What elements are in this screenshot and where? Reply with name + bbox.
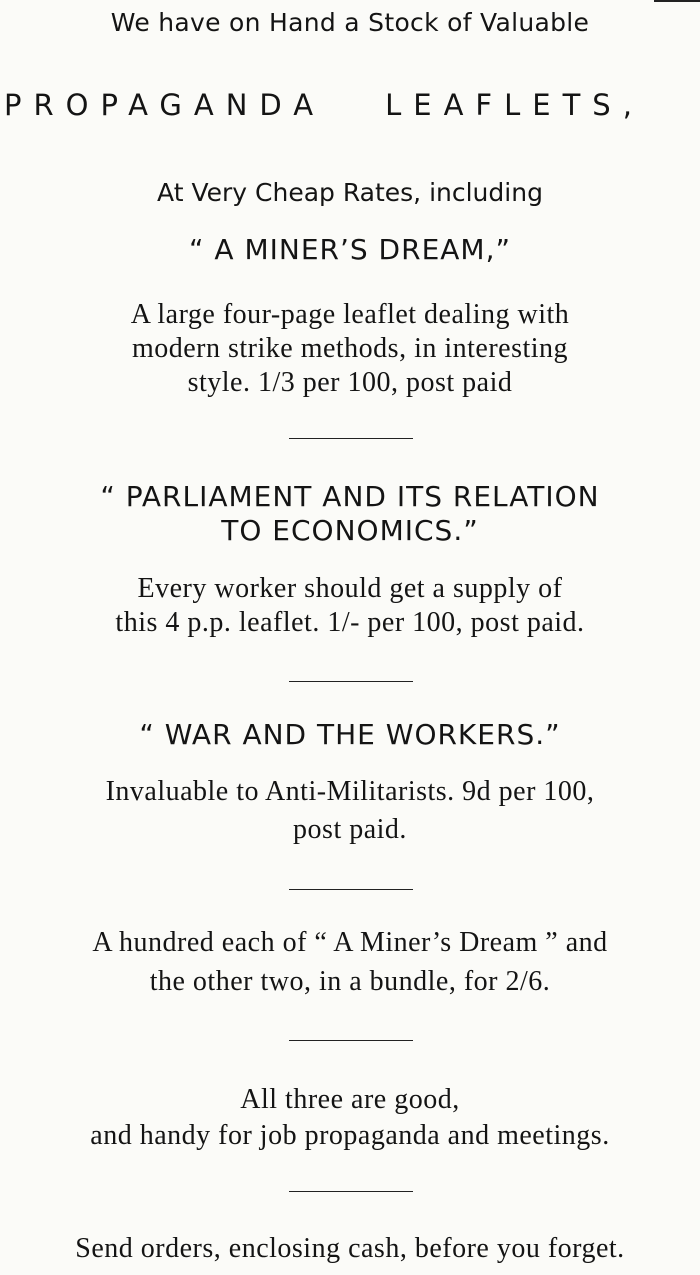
leaflet-description-line: modern strike methods, in interesting — [131, 333, 569, 364]
bundle-offer-line: A hundred each of “ A Miner’s Dream ” and — [92, 927, 608, 958]
leaflet-description-line: this 4 p.p. leaflet. 1/- per 100, post paid. — [115, 607, 585, 638]
divider-rule — [289, 1191, 413, 1192]
bundle-offer-line: the other two, in a bundle, for 2/6. — [149, 966, 551, 997]
subheading: At Very Cheap Rates, including — [157, 178, 543, 207]
leaflet-description-line: Every worker should get a supply of — [137, 573, 563, 604]
recommendation-line: All three are good, — [240, 1084, 460, 1115]
divider-rule — [289, 1040, 413, 1041]
divider-rule — [289, 889, 413, 890]
corner-rule — [654, 0, 700, 2]
recommendation-line: and handy for job propaganda and meetings. — [90, 1120, 610, 1151]
order-instructions: Send orders, enclosing cash, before you forget. — [75, 1233, 625, 1264]
heading-word-leaflets: LEAFLETS, — [385, 88, 644, 122]
leaflet-title-parliament-line2: TO ECONOMICS.” — [221, 514, 479, 547]
main-heading — [4, 88, 700, 122]
leaflet-title-miners-dream: “ A MINER’S DREAM,” — [189, 233, 511, 266]
leaflet-title-parliament: “ PARLIAMENT AND ITS RELATION — [100, 480, 600, 513]
leaflet-description-line: Invaluable to Anti-Militarists. 9d per 100, — [105, 776, 595, 807]
heading-word-propaganda: PROPAGANDA — [4, 88, 326, 122]
leaflet-description-line: post paid. — [293, 814, 407, 845]
divider-rule — [289, 438, 413, 439]
leaflet-title-war-and-workers: “ WAR AND THE WORKERS.” — [139, 718, 561, 751]
intro-line: We have on Hand a Stock of Valuable — [110, 8, 590, 37]
leaflet-description-line: A large four-page leaflet dealing with — [130, 299, 570, 330]
divider-rule — [289, 681, 413, 682]
leaflet-description-line: style. 1/3 per 100, post paid — [187, 367, 513, 398]
